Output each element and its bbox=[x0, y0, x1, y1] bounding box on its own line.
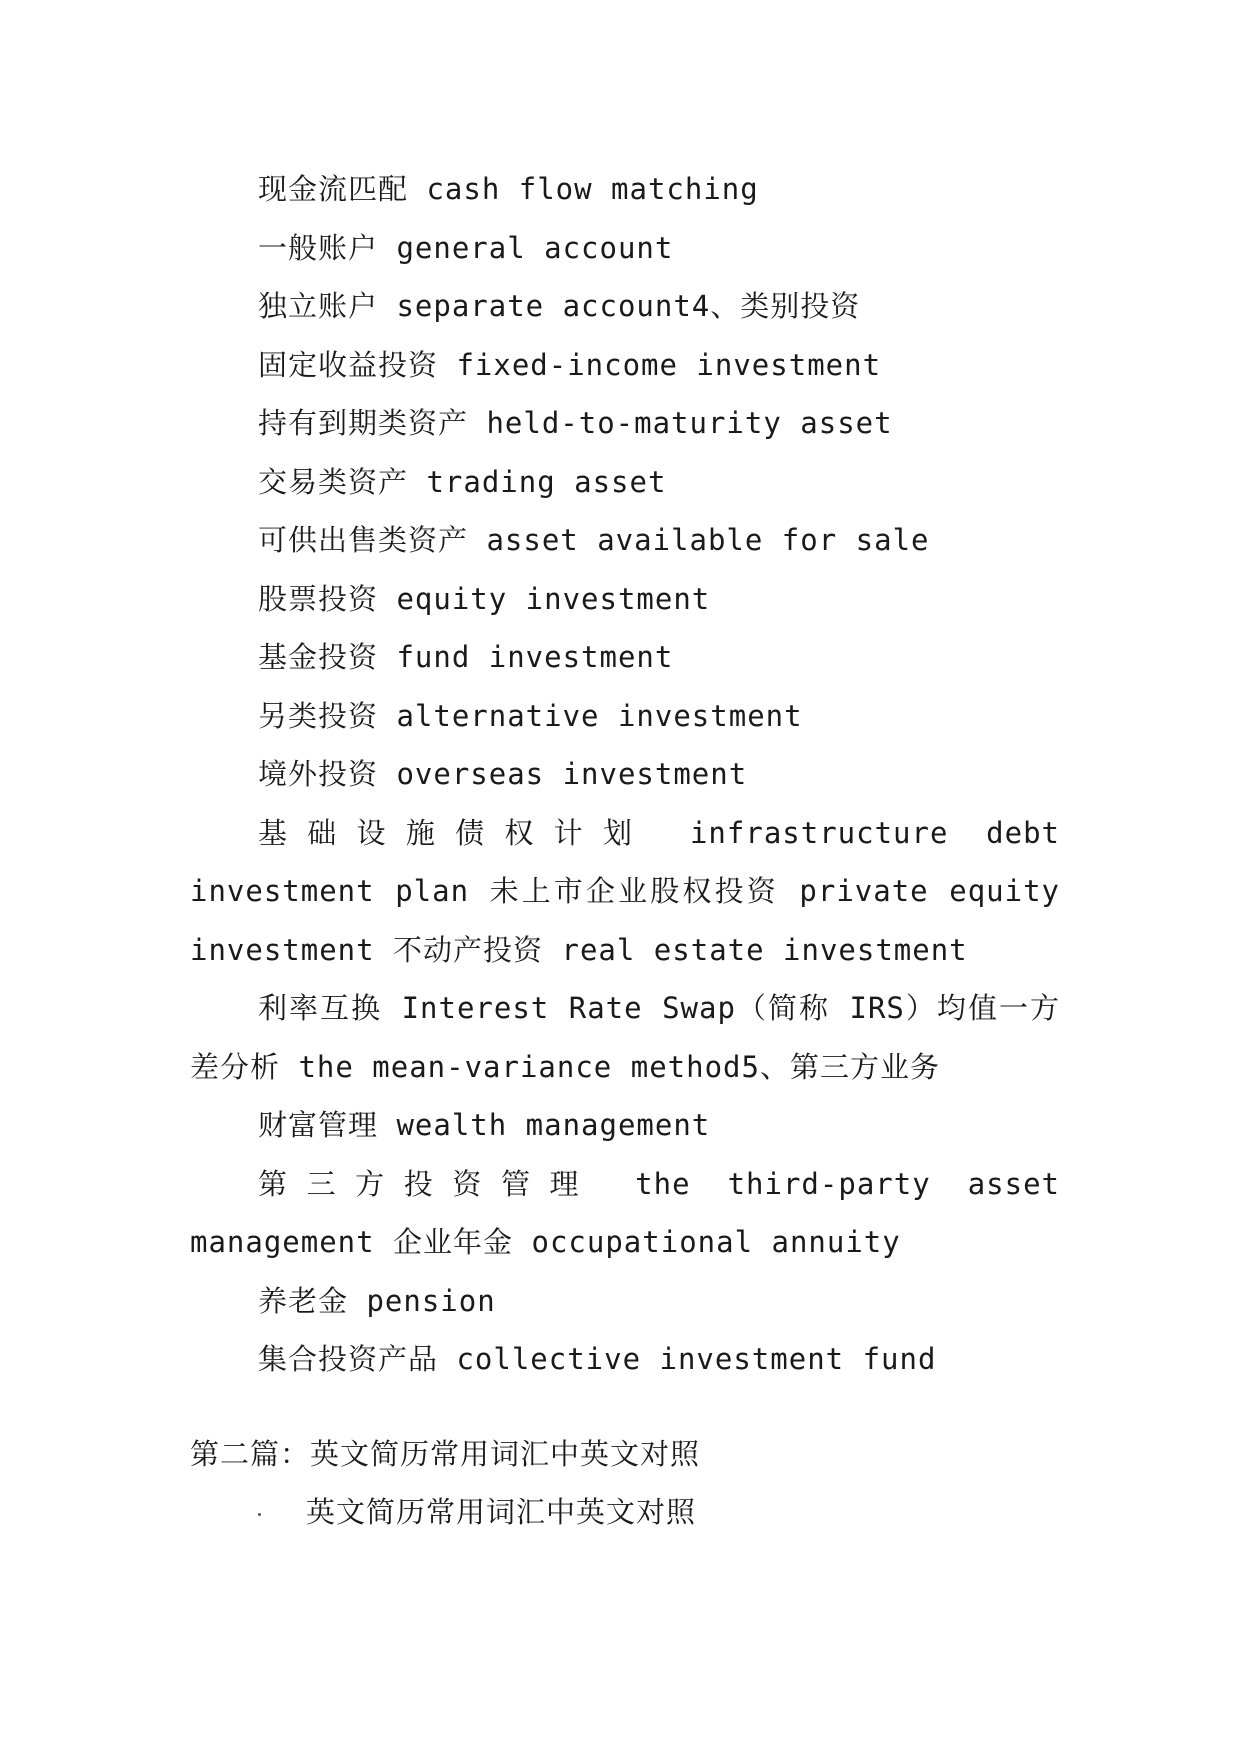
section-gap bbox=[190, 1389, 1060, 1425]
paragraph: 可供出售类资产 asset available for sale bbox=[258, 523, 930, 557]
paragraph: 另类投资 alternative investment bbox=[258, 698, 803, 733]
paragraph: 一般账户 general account bbox=[258, 230, 674, 265]
paragraph: 基金投资 fund investment bbox=[258, 640, 674, 674]
paragraph: 股票投资 equity investment bbox=[258, 581, 711, 616]
section-subtitle-row bbox=[190, 1483, 1060, 1542]
paragraph: 基础设施债权计划 infrastructure debt investment plan 未上市企业股权投资 private equity investment 不动产投资 real estate investment bbox=[190, 815, 1060, 967]
bullet-icon bbox=[258, 1513, 261, 1516]
paragraph: 固定收益投资 fixed-income investment bbox=[258, 347, 882, 382]
paragraph: 集合投资产品 collective investment fund bbox=[258, 1342, 937, 1376]
section-subtitle: 英文简历常用词汇中英文对照 bbox=[306, 1495, 697, 1529]
paragraph: 持有到期类资产 held-to-maturity asset bbox=[258, 406, 893, 440]
section-title: 第二篇：英文简历常用词汇中英文对照 bbox=[190, 1436, 701, 1471]
document-page bbox=[190, 160, 1060, 1542]
paragraph: 交易类资产 trading asset bbox=[258, 464, 667, 499]
paragraph: 第三方投资管理 the third-party asset management 企业年金 occupational annuity bbox=[190, 1166, 1060, 1259]
paragraph: 养老金 pension bbox=[258, 1283, 496, 1318]
paragraph: 独立账户 separate account4、类别投资 bbox=[258, 289, 861, 323]
paragraph: 现金流匹配 cash flow matching bbox=[258, 172, 759, 206]
paragraph: 境外投资 overseas investment bbox=[258, 757, 748, 791]
paragraph: 财富管理 wealth management bbox=[258, 1108, 711, 1142]
paragraph: 利率互换 Interest Rate Swap（简称 IRS）均值一方差分析 the mean-variance method5、第三方业务 bbox=[190, 991, 1060, 1084]
